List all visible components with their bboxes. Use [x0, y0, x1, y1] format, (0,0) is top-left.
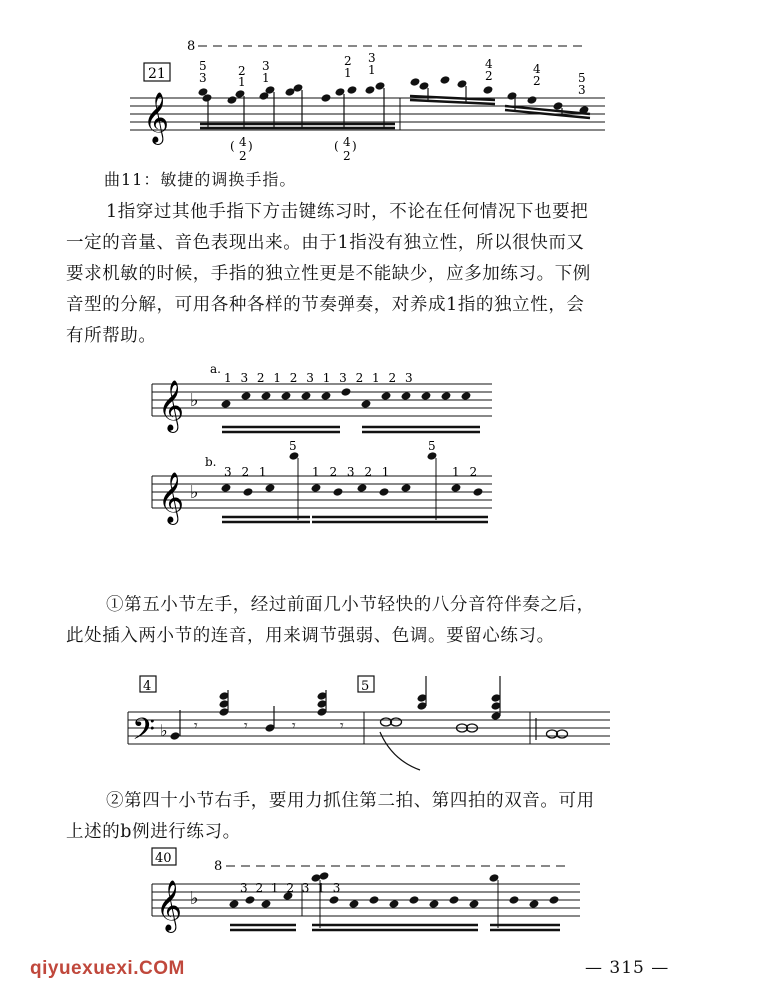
measure-number-5: 5 [361, 679, 370, 694]
paragraph-line: ②第四十小节右手，要用力抓住第二拍、第四拍的双音。可用 [106, 791, 595, 811]
treble-clef-icon: 𝄞 [143, 92, 170, 143]
paragraph-line: 此处插入两小节的连音，用来调节强弱、色调。要留心练习。 [66, 626, 555, 646]
rest-icon: 𝄾 [194, 718, 198, 734]
page-number: — 315 — [585, 958, 670, 978]
flat-key-signature: ♭ [190, 390, 199, 411]
rest-icon: 𝄾 [292, 718, 296, 734]
site-watermark: qiyuexuexi.COM [30, 958, 185, 979]
svg-text:): ) [248, 139, 253, 153]
flat-key-signature: ♭ [190, 888, 199, 909]
paragraph-line: 有所帮助。 [66, 326, 157, 346]
example-4-fingering: 3 2 1 2 3 1 3 [240, 881, 341, 895]
measure-number-21: 21 [148, 66, 166, 82]
svg-text:3: 3 [578, 83, 586, 97]
example-2b-fingering-1: 3 2 1 [224, 465, 267, 479]
example-3-staff [128, 712, 610, 744]
svg-text:4: 4 [343, 135, 351, 149]
rest-icon: 𝄾 [244, 718, 248, 734]
paragraph-line: 音型的分解，可用各种各样的节奏弹奏，对养成1指的独立性，会 [66, 295, 585, 315]
paragraph-finger-crossing [66, 197, 726, 352]
treble-clef-icon: 𝄞 [158, 380, 185, 431]
svg-text:3: 3 [199, 71, 207, 85]
svg-text:5: 5 [578, 71, 586, 85]
example-2b-fingering-top: 5 [289, 439, 297, 453]
flat-key-signature: ♭ [190, 482, 199, 503]
svg-text:4: 4 [533, 62, 541, 76]
example-2b-fingering-2: 1 2 3 2 1 [312, 465, 390, 479]
example-3-notes [170, 691, 502, 741]
svg-text:1: 1 [344, 66, 352, 80]
svg-text:3: 3 [262, 59, 270, 73]
example-2a-fingering: 1 3 2 1 2 3 1 3 2 1 2 3 [224, 371, 413, 385]
svg-text:2: 2 [343, 149, 351, 163]
svg-text:2: 2 [238, 64, 246, 78]
treble-clef-icon: 𝄞 [158, 472, 185, 523]
paragraph-line: 1指穿过其他手指下方击键练习时，不论在任何情况下也要把 [106, 202, 589, 222]
bass-clef-icon: 𝄢 [132, 713, 156, 754]
svg-text:2: 2 [485, 69, 493, 83]
example-2b-label: b. [205, 455, 217, 469]
example-2a-beams [222, 427, 480, 432]
rest-icon: 𝄾 [340, 718, 344, 734]
paragraph-line: 一定的音量、音色表现出来。由于1指没有独立性，所以很快而又 [66, 233, 585, 253]
example-2a-notes [221, 387, 472, 409]
svg-text:(: ( [230, 139, 235, 153]
svg-text:): ) [352, 139, 357, 153]
ottava-mark: 8 [187, 39, 196, 54]
svg-text:3: 3 [368, 51, 376, 65]
example-2b-fingering-3: 1 2 [452, 465, 478, 479]
ottava-mark: 8 [214, 859, 223, 874]
treble-clef-icon: 𝄞 [156, 880, 183, 931]
svg-text:2: 2 [239, 149, 247, 163]
measure-number-40: 40 [155, 851, 172, 866]
svg-text:4: 4 [239, 135, 247, 149]
paragraph-line: 上述的b例进行练习。 [66, 822, 241, 842]
example-caption: 曲11：敏捷的调换手指。 [104, 170, 297, 189]
svg-text:5: 5 [199, 59, 207, 73]
svg-text:1: 1 [262, 71, 270, 85]
svg-text:2: 2 [533, 74, 541, 88]
example-2a-staff [152, 384, 492, 416]
paragraph-note-1 [66, 590, 726, 652]
paragraph-note-2 [66, 786, 726, 848]
svg-text:1: 1 [368, 63, 376, 77]
example-2a-label: a. [210, 362, 221, 376]
svg-text:1: 1 [238, 75, 246, 89]
svg-text:4: 4 [485, 57, 493, 71]
example-2b-staff [152, 476, 492, 508]
paragraph-line: ①第五小节左手，经过前面几小节轻快的八分音符伴奏之后， [106, 595, 595, 615]
paragraph-line: 要求机敏的时候，手指的独立性更是不能缺少，应多加练习。下例 [66, 264, 591, 284]
svg-text:(: ( [334, 139, 339, 153]
flat-key-signature: ♭ [160, 721, 168, 740]
svg-text:2: 2 [344, 54, 352, 68]
measure-number-4: 4 [143, 679, 152, 694]
example-2b-fingering-top-2: 5 [428, 439, 436, 453]
